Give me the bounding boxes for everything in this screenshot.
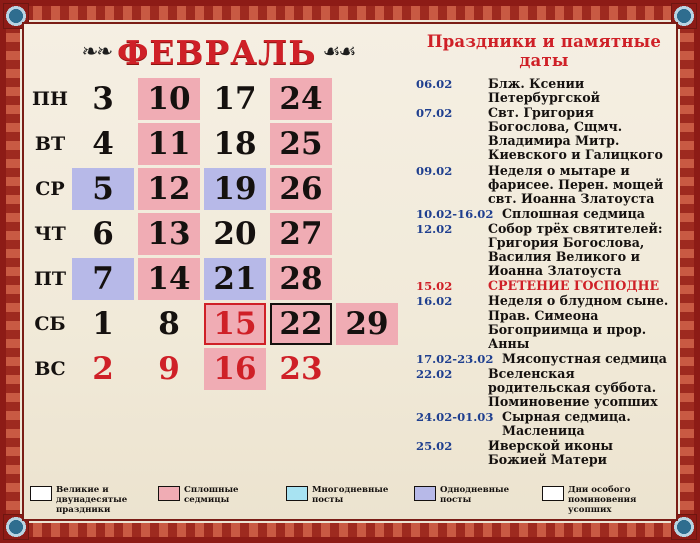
holiday-date: 12.02	[416, 221, 453, 236]
holiday-date: 16.02	[416, 294, 453, 309]
month-title: ФЕВРАЛЬ	[117, 32, 317, 72]
ornament-band-right	[680, 6, 694, 537]
holiday-item	[416, 77, 672, 105]
holiday-date: 15.02	[416, 279, 453, 294]
legend-item	[30, 485, 158, 515]
holiday-item	[416, 164, 672, 206]
weekday-label: СР	[35, 177, 65, 200]
weekday-label: ЧТ	[34, 222, 66, 245]
day-cell[interactable]: 10	[138, 78, 200, 120]
legend-label: Однодневные посты	[440, 484, 510, 505]
holiday-item	[416, 352, 672, 366]
ornament-left-icon: ❧❧	[81, 41, 112, 63]
legend-item	[414, 485, 542, 505]
holiday-item	[416, 294, 672, 350]
legend-label: Многодневные посты	[312, 484, 389, 505]
holiday-date: 24.02-01.03	[416, 410, 494, 425]
holiday-text: Сплошная седмица	[502, 205, 645, 221]
day-cell[interactable]: 29	[336, 303, 398, 345]
holiday-date: 06.02	[416, 77, 453, 91]
holiday-date: 22.02	[416, 366, 453, 381]
holiday-text: Блж. Ксении Петербургской	[488, 76, 601, 106]
day-cell[interactable]: 1	[92, 305, 114, 342]
holiday-date: 17.02-23.02	[416, 351, 494, 366]
legend-swatch	[158, 486, 180, 501]
holidays-title: Праздники и памятные даты	[426, 32, 662, 70]
day-cell[interactable]: 14	[138, 258, 200, 300]
holiday-text: Вселенская родительская суббота. Поминовение усопших	[488, 365, 658, 410]
day-cell[interactable]: 26	[270, 168, 332, 210]
holiday-date: 25.02	[416, 439, 453, 454]
holiday-item	[416, 410, 672, 438]
day-cell[interactable]: 16	[204, 348, 266, 390]
day-cell[interactable]: 18	[213, 125, 257, 162]
holiday-text: Свт. Григория Богослова, Сщмч. Владимира Митр. Киевского и Галицкого	[488, 105, 663, 163]
holiday-text: Сырная седмица. Масленица	[502, 409, 631, 439]
holiday-date: 09.02	[416, 163, 453, 178]
weekday-label: ПН	[32, 87, 68, 110]
day-cell[interactable]: 23	[279, 350, 323, 387]
day-cell[interactable]: 11	[138, 123, 200, 165]
holiday-item	[416, 106, 672, 162]
weekday-label: ПТ	[33, 267, 67, 290]
day-cell[interactable]: 2	[92, 350, 114, 387]
day-cell[interactable]: 25	[270, 123, 332, 165]
day-cell[interactable]: 6	[92, 215, 114, 252]
page-content	[26, 26, 674, 517]
ornament-band-left	[6, 6, 20, 537]
holiday-text: Иверской иконы Божией Матери	[488, 438, 614, 468]
holiday-text: Неделя о мытаре и фарисее. Перен. мощей свт. Иоанна Златоуста	[488, 162, 664, 206]
legend-item	[542, 485, 670, 515]
day-cell[interactable]: 12	[138, 168, 200, 210]
weekday-label: СБ	[34, 312, 66, 335]
day-cell[interactable]: 28	[270, 258, 332, 300]
day-cell[interactable]: 15	[204, 303, 266, 345]
legend-label: Дни особого поминовения усопших	[568, 484, 637, 515]
day-cell[interactable]: 21	[204, 258, 266, 300]
legend-item	[158, 485, 286, 505]
legend	[26, 485, 674, 515]
legend-swatch	[286, 486, 308, 501]
day-cell[interactable]: 5	[72, 168, 134, 210]
legend-swatch	[30, 486, 52, 501]
day-cell[interactable]: 19	[204, 168, 266, 210]
holiday-item	[416, 439, 672, 467]
month-header	[30, 30, 406, 74]
holiday-date: 07.02	[416, 106, 453, 121]
day-cell[interactable]: 13	[138, 213, 200, 255]
day-cell[interactable]: 8	[158, 305, 180, 342]
day-cell[interactable]: 20	[213, 215, 257, 252]
holiday-text: Собор трёх святителей: Григория Богослова, Василия Великого и Иоанна Златоуста	[488, 220, 663, 279]
holiday-item	[416, 222, 672, 278]
day-cell[interactable]: 3	[92, 80, 114, 117]
legend-label: Великие и двунадесятые праздники	[56, 484, 128, 515]
holiday-date: 10.02-16.02	[416, 206, 494, 221]
holiday-text: Мясопустная седмица	[502, 350, 667, 366]
ornament-right-icon: ☙☙	[322, 41, 355, 63]
holiday-text: Неделя о блудном сыне. Прав. Симеона Богоприимца и прор. Анны	[488, 293, 669, 351]
day-cell[interactable]: 7	[72, 258, 134, 300]
holiday-item	[416, 207, 672, 221]
day-cell[interactable]: 24	[270, 78, 332, 120]
day-cell[interactable]: 22	[270, 303, 332, 345]
legend-label: Сплошные седмицы	[184, 484, 239, 505]
weekday-label: ВТ	[34, 132, 66, 155]
holiday-item	[416, 279, 672, 293]
weekday-label: ВС	[34, 357, 66, 380]
holidays-section	[406, 26, 674, 517]
holiday-item	[416, 367, 672, 409]
legend-swatch	[414, 486, 436, 501]
days-grid	[30, 76, 406, 391]
day-cell[interactable]: 4	[92, 125, 114, 162]
holidays-list	[416, 77, 672, 468]
day-cell[interactable]: 17	[213, 80, 257, 117]
day-cell[interactable]: 27	[270, 213, 332, 255]
ornament-band-bottom	[6, 523, 694, 537]
legend-swatch	[542, 486, 564, 501]
legend-item	[286, 485, 414, 505]
calendar-grid-section	[26, 26, 406, 517]
day-cell[interactable]: 9	[158, 350, 180, 387]
holiday-text: СРЕТЕНИЕ ГОСПОДНЕ	[488, 278, 660, 294]
ornament-band-top	[6, 6, 694, 20]
